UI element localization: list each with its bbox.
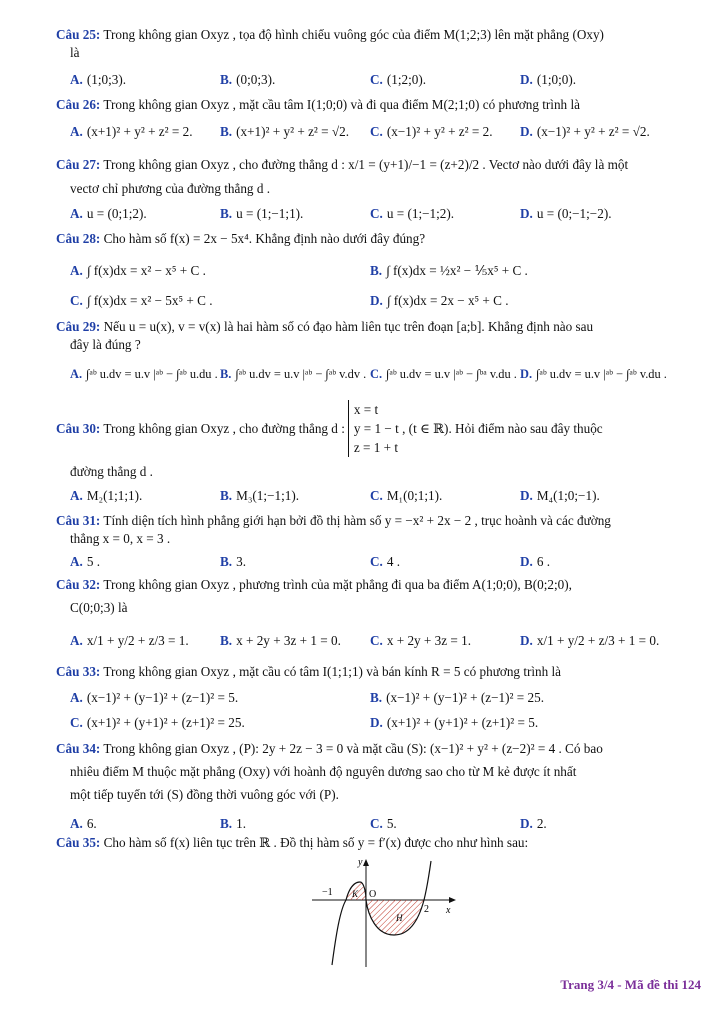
option-b[interactable]: B. 1.: [220, 816, 246, 831]
x-label: x: [446, 905, 451, 916]
region-k-label: K: [352, 889, 359, 899]
question-stem: Cho hàm số f(x) = 2x − 5x⁴. Khẳng định nào dưới đây đúng?: [103, 231, 426, 246]
option-d[interactable]: D. (x−1)² + y² + z² = √2.: [520, 124, 650, 139]
x-axis-arrow: [449, 897, 456, 903]
question-30: [56, 400, 705, 481]
options-27: [70, 205, 707, 225]
option-b[interactable]: B. ∫ᵃᵇ u.dv = u.v |ᵃᵇ − ∫ᵃᵇ v.dv .: [220, 367, 367, 381]
question-continuation: đây là đúng ?: [70, 336, 141, 352]
option-a[interactable]: A. u = (0;1;2).: [70, 206, 147, 221]
question-27: [56, 156, 705, 198]
question-continuation: vectơ chỉ phương của đường thẳng d .: [70, 180, 271, 196]
option-d[interactable]: D. M₄(1;0;−1).: [520, 488, 600, 503]
question-continuation: thẳng x = 0, x = 3 .: [70, 530, 171, 546]
two-label: 2: [424, 904, 429, 915]
options-29: [70, 366, 707, 386]
option-b[interactable]: B. 3.: [220, 554, 246, 569]
option-b[interactable]: B. (0;0;3).: [220, 72, 276, 87]
question-number: Câu 30:: [56, 420, 101, 436]
options-34: [70, 815, 707, 835]
option-a[interactable]: A. (x−1)² + (y−1)² + (z−1)² = 5.: [70, 690, 239, 705]
region-h: [366, 900, 424, 935]
question-number: Câu 35:: [56, 835, 101, 850]
options-26: [70, 123, 707, 143]
option-c[interactable]: C. (x+1)² + (y+1)² + (z+1)² = 25.: [70, 715, 245, 730]
options-31: [70, 553, 707, 573]
option-a[interactable]: A. M₂(1;1;1).: [70, 488, 143, 503]
page-footer: Trang 3/4 - Mã đề thi 124: [560, 977, 701, 992]
question-continuation: đường thẳng d .: [70, 464, 153, 480]
option-b[interactable]: B. (x+1)² + y² + z² = √2.: [220, 124, 350, 139]
question-number: Câu 28:: [56, 231, 101, 246]
options-33b: [70, 714, 707, 734]
question-number: Câu 33:: [56, 664, 101, 679]
options-33a: [70, 689, 707, 709]
derivative-graph: [310, 855, 460, 970]
question-stem: Trong không gian Oxyz , mặt cầu có tâm I(1;1;1) và bán kính R = 5 có phương trình là: [103, 664, 562, 679]
option-b[interactable]: B. x + 2y + 3z + 1 = 0.: [220, 633, 341, 648]
option-b[interactable]: B. ∫ f(x)dx = ½x² − ⅕x⁵ + C .: [370, 263, 528, 278]
options-28b: [70, 292, 707, 312]
question-28: [56, 230, 705, 248]
minus-one-label: −1: [322, 887, 333, 898]
option-a[interactable]: A. (x+1)² + y² + z² = 2.: [70, 124, 193, 139]
y-axis-arrow: [363, 859, 369, 866]
option-a[interactable]: A. (1;0;3).: [70, 72, 127, 87]
option-c[interactable]: C. ∫ᵃᵇ u.dv = u.v |ᵃᵇ − ∫ᵇᵃ v.du .: [370, 367, 517, 381]
question-25: [56, 26, 705, 62]
option-d[interactable]: D. 6 .: [520, 554, 551, 569]
options-28a: [70, 262, 707, 282]
question-stem: Trong không gian Oxyz , cho đường thẳng d : x/1 = (y+1)/−1 = (z+2)/2 . Vectơ nào dưới đây là một: [103, 157, 629, 172]
options-30: [70, 487, 707, 507]
option-d[interactable]: D. u = (0;−1;−2).: [520, 206, 612, 221]
option-d[interactable]: D. (x+1)² + (y+1)² + (z+1)² = 5.: [370, 715, 539, 730]
options-32: [70, 632, 707, 652]
option-b[interactable]: B. M₃(1;−1;1).: [220, 488, 300, 503]
option-d[interactable]: D. ∫ᵃᵇ u.dv = u.v |ᵃᵇ − ∫ᵃᵇ v.du .: [520, 367, 667, 381]
question-continuation-2: một tiếp tuyến tới (S) đồng thời vuông góc với (P).: [70, 786, 339, 802]
question-continuation: C(0;0;3) là: [70, 599, 128, 615]
option-d[interactable]: D. (1;0;0).: [520, 72, 577, 87]
option-c[interactable]: C. x + 2y + 3z = 1.: [370, 633, 472, 648]
option-c[interactable]: C. M₁(0;1;1).: [370, 488, 443, 503]
question-stem: Trong không gian Oxyz , cho đường thẳng d :: [103, 420, 345, 436]
question-stem: Tính diện tích hình phẳng giới hạn bởi đồ thị hàm số y = −x² + 2x − 2 , trục hoành và các đường: [103, 513, 611, 528]
question-number: Câu 32:: [56, 577, 101, 592]
question-stem-after: . Hỏi điểm nào sau đây thuộc: [448, 420, 603, 436]
option-c[interactable]: C. 4 .: [370, 554, 401, 569]
option-c[interactable]: C. (x−1)² + y² + z² = 2.: [370, 124, 493, 139]
y-label: y: [358, 857, 363, 868]
question-number: Câu 29:: [56, 319, 101, 334]
question-stem: Nếu u = u(x), v = v(x) là hai hàm số có đạo hàm liên tục trên đoạn [a;b]. Khẳng định nào sau: [103, 319, 594, 334]
question-number: Câu 25:: [56, 27, 101, 42]
option-c[interactable]: C. ∫ f(x)dx = x² − 5x⁵ + C .: [70, 293, 213, 308]
question-number: Câu 27:: [56, 157, 101, 172]
question-32: [56, 576, 705, 617]
option-a[interactable]: A. ∫ f(x)dx = x² − x⁵ + C .: [70, 263, 206, 278]
question-stem: Trong không gian Oxyz , (P): 2y + 2z − 3 = 0 và mặt cầu (S): (x−1)² + y² + (z−2)² = 4 . Có bao: [103, 741, 603, 756]
equation-system: x = t y = 1 − t , (t ∈ ℝ) z = 1 + t: [348, 400, 449, 457]
question-31: [56, 512, 705, 548]
option-a[interactable]: A. x/1 + y/2 + z/3 = 1.: [70, 633, 189, 648]
option-d[interactable]: D. ∫ f(x)dx = 2x − x⁵ + C .: [370, 293, 509, 308]
options-25: [70, 71, 707, 91]
question-number: Câu 31:: [56, 513, 101, 528]
question-33: [56, 663, 705, 681]
question-34: [56, 740, 705, 803]
region-h-label: H: [396, 913, 403, 923]
option-a[interactable]: A. 6.: [70, 816, 97, 831]
option-d[interactable]: D. x/1 + y/2 + z/3 + 1 = 0.: [520, 633, 660, 648]
option-b[interactable]: B. u = (1;−1;1).: [220, 206, 304, 221]
question-stem: Cho hàm số f(x) liên tục trên ℝ . Đồ thị hàm số y = f′(x) được cho như hình sau:: [103, 835, 529, 850]
question-35: [56, 834, 705, 852]
option-a[interactable]: A. 5 .: [70, 554, 101, 569]
option-c[interactable]: C. 5.: [370, 816, 397, 831]
option-c[interactable]: C. (1;2;0).: [370, 72, 427, 87]
question-stem: Trong không gian Oxyz , phương trình của mặt phẳng đi qua ba điểm A(1;0;0), B(0;2;0),: [103, 577, 572, 592]
option-d[interactable]: D. 2.: [520, 816, 547, 831]
question-29: [56, 318, 705, 354]
option-c[interactable]: C. u = (1;−1;2).: [370, 206, 455, 221]
question-number: Câu 26:: [56, 97, 101, 112]
question-number: Câu 34:: [56, 741, 101, 756]
origin-label: O: [369, 889, 377, 900]
question-stem: Trong không gian Oxyz , mặt cầu tâm I(1;0;0) và đi qua điểm M(2;1;0) có phương trình là: [103, 97, 580, 112]
option-a[interactable]: A. ∫ᵃᵇ u.dv = u.v |ᵃᵇ − ∫ᵃᵇ u.du .: [70, 367, 218, 381]
option-b[interactable]: B. (x−1)² + (y−1)² + (z−1)² = 25.: [370, 690, 545, 705]
question-26: [56, 96, 705, 114]
question-continuation: là: [70, 44, 80, 60]
question-continuation: nhiêu điểm M thuộc mặt phẳng (Oxy) với hoành độ nguyên dương sao cho từ M kẻ được ít nhất: [70, 763, 577, 779]
question-stem: Trong không gian Oxyz , tọa độ hình chiếu vuông góc của điểm M(1;2;3) lên mặt phẳng (Oxy): [103, 27, 604, 42]
